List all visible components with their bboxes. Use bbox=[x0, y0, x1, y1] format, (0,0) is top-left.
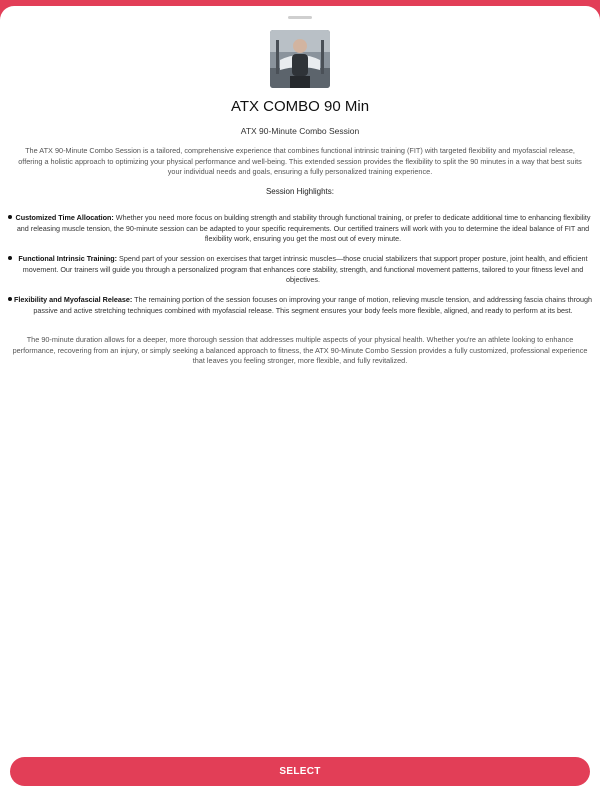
highlight-label: Flexibility and Myofascial Release: bbox=[14, 295, 133, 304]
highlight-body: Whether you need more focus on building strength and stability through functional training, or prefer to dedicate additional time to enhancing flexibility and releasing muscle tension, the 90-minute session can be adapted to your specific requirements. Our certified trainers will work with you to determine the ideal balance of FIT and flexibility work, ensuring you get the most out of every minute. bbox=[16, 213, 591, 244]
session-outro: The 90-minute duration allows for a deeper, more thorough session that addresses multiple aspects of your physical health. Whether you're an athlete looking to enhance performance, recovering from an injury, or simply seeking a balanced approach to fitness, the ATX 90-Minute Combo Session provides a fully customized, professional experience that leaves you feeling stronger, more flexible, and fully revitalized. bbox=[12, 335, 588, 366]
bullet-icon bbox=[8, 215, 12, 219]
trainer-photo bbox=[270, 30, 330, 88]
highlight-label: Customized Time Allocation: bbox=[15, 213, 114, 222]
trainer-photo-icon bbox=[270, 30, 330, 88]
highlights-heading: Session Highlights: bbox=[265, 187, 335, 196]
highlight-label: Functional Intrinsic Training: bbox=[18, 254, 118, 263]
highlight-text bbox=[14, 213, 592, 245]
highlight-text bbox=[14, 295, 592, 316]
drag-handle[interactable] bbox=[288, 16, 312, 19]
session-subtitle: ATX 90-Minute Combo Session bbox=[240, 126, 360, 136]
session-title: ATX COMBO 90 Min bbox=[230, 98, 370, 115]
bullet-icon bbox=[8, 297, 12, 301]
highlight-body: Spend part of your session on exercises that target intrinsic muscles—those crucial stabilizers that support proper posture, joint health, and efficient movement. Our trainers will guide you through a personalized program that enhances core stability, strength, and functional movement patterns, tailored to your fitness level and objectives. bbox=[22, 254, 588, 285]
highlight-body: The remaining portion of the session focuses on improving your range of motion, relieving muscle tension, and addressing fascia chains through passive and active stretching techniques combined with myofascial release. This segment ensures your body feels more flexible, aligned, and ready to perform at its best. bbox=[33, 295, 592, 315]
highlight-text bbox=[14, 254, 592, 286]
bullet-icon bbox=[8, 256, 12, 260]
select-button[interactable]: SELECT bbox=[10, 757, 590, 786]
session-detail-sheet bbox=[0, 6, 600, 800]
session-intro: The ATX 90-Minute Combo Session is a tailored, comprehensive experience that combines functional intrinsic training (FIT) with targeted flexibility and myofascial release, offering a holistic approach to optimizing your physical performance and well-being. This extended session provides the flexibility to split the 90 minutes in a way that best suits your individual needs and goals, ensuring a fully personalized training experience. bbox=[18, 146, 582, 177]
